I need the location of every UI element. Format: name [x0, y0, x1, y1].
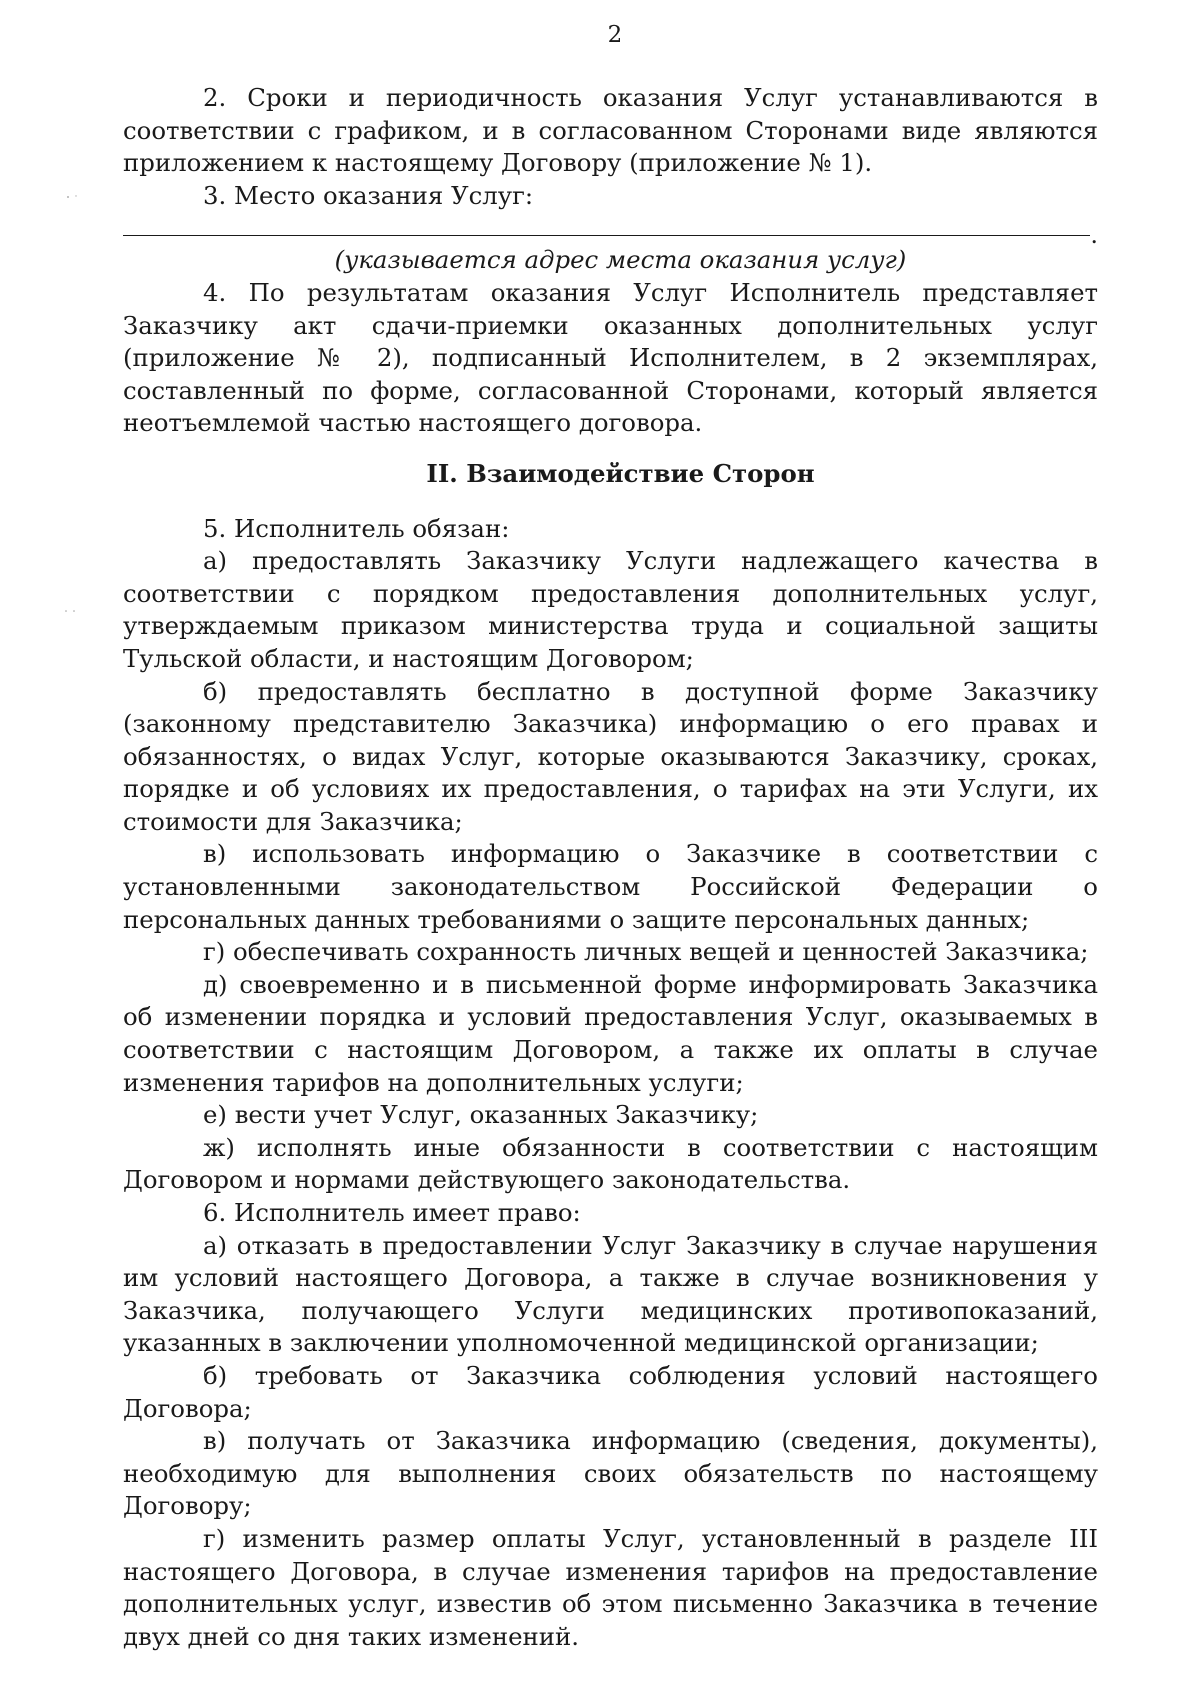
clause-5-item: ж) исполнять иные обязанности в соответствии с настоящим Договором и нормами действующего законодательства. [123, 1132, 1098, 1195]
clause-6-item: в) получать от Заказчика информацию (сведения, документы), необходимую для выполнения своих обязательств по настоящему Договору; [123, 1426, 1098, 1521]
underline [123, 235, 1090, 236]
clause-6-item: а) отказать в предоставлении Услуг Заказчику в случае нарушения им условий настоящего Договора, а также в случае возникновения у Заказчика, получающего Услуги медицинских противопоказаний, указанных в заключении уполномоченной медицинской организации; [123, 1230, 1098, 1358]
clause-5-item: г) обеспечивать сохранность личных вещей и ценностей Заказчика; [203, 937, 1089, 967]
clause-5-item: е) вести учет Услуг, оказанных Заказчику; [203, 1100, 759, 1130]
clause-6-title: 6. Исполнитель имеет право: [203, 1198, 581, 1227]
address-fill-line [123, 212, 1098, 250]
page-number: 2 [607, 22, 623, 48]
clause-5-title: 5. Исполнитель обязан: [203, 513, 510, 543]
document-body [123, 82, 1098, 1653]
clause-4: 4. По результатам оказания Услуг Исполнитель представляет Заказчику акт сдачи-приемки оказанных дополнительных услуг (приложение № 2), подписанный Исполнителем, в 2 экземплярах, составленный по форме, согласованной Сторонами, который является неотъемлемой частью настоящего договора. [123, 277, 1098, 438]
clause-5-item: б) предоставлять бесплатно в доступной форме Заказчику (законному представителю Заказчика) информацию о его правах и обязанностях, о видах Услуг, которые оказываются Заказчику, сроках, порядке и об условиях их предоставления, о тарифах на эти Услуги, их стоимости для Заказчика; [123, 676, 1098, 836]
address-terminator: . [1090, 221, 1098, 250]
scan-artifact-icon [62, 190, 102, 204]
clause-3: 3. Место оказания Услуг: [203, 180, 534, 210]
clause-6-item: г) изменить размер оплаты Услуг, установленный в разделе III настоящего Договора, в случае изменения тарифов на предоставление дополнительных услуг, известив об этом письменно Заказчика в течение двух дней со дня таких изменений. [123, 1523, 1098, 1651]
clause-5-item: д) своевременно и в письменной форме информировать Заказчика об изменении порядка и условий предоставления Услуг, оказываемых в соответствии с настоящим Договором, а также их оплаты в случае изменения тарифов на дополнительных услуги; [123, 969, 1098, 1097]
scan-artifact-icon [62, 604, 102, 618]
clause-5-item: а) предоставлять Заказчику Услуги надлежащего качества в соответствии с порядком предоставления дополнительных услуг, утверждаемым приказом министерства труда и социальной защиты Тульской области, и настоящим Договором; [123, 546, 1098, 673]
clause-5-item: в) использовать информацию о Заказчике в соответствии с установленными законодательством Российской Федерации о персональных данных требованиями о защите персональных данных; [123, 839, 1098, 934]
clause-6-item: б) требовать от Заказчика соблюдения условий настоящего Договора; [123, 1360, 1098, 1423]
section-heading: II. Взаимодействие Сторон [426, 458, 815, 488]
clause-2: 2. Сроки и периодичность оказания Услуг устанавливаются в соответствии с графиком, и в согласованном Сторонами виде являются приложением к настоящему Договору (приложение № 1). [123, 83, 1098, 178]
address-hint: (указывается адрес места оказания услуг) [334, 245, 907, 275]
